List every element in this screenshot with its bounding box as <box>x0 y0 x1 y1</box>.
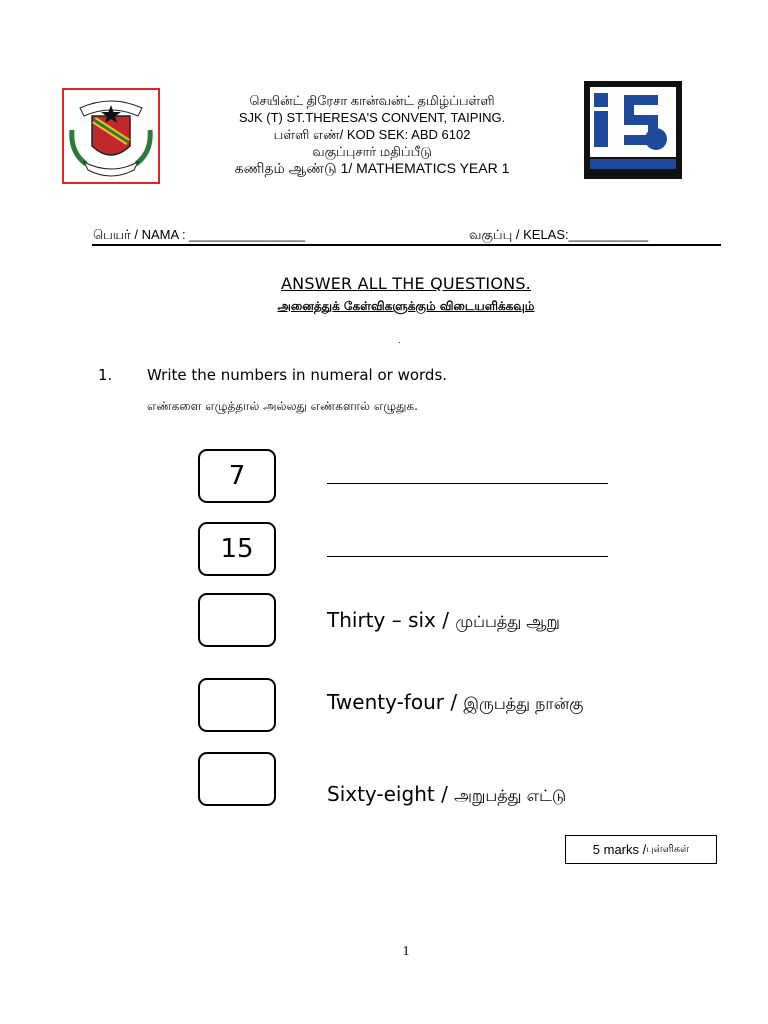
numeral-box[interactable] <box>198 752 276 806</box>
stray-dot: . <box>398 336 401 345</box>
number-words-tamil: முப்பத்து ஆறு <box>455 612 560 631</box>
marks-label: 5 marks / <box>592 842 647 857</box>
school-name-english: SJK (T) ST.THERESA'S CONVENT, TAIPING. <box>238 110 506 125</box>
school-code: பள்ளி எண்/ KOD SEK: ABD 6102 <box>273 127 471 142</box>
school-crest-logo <box>62 88 160 184</box>
numeral-box[interactable] <box>198 593 276 647</box>
school-name-tamil: செயின்ட் திரேசா கான்வன்ட் தமிழ்ப்பள்ளி <box>249 93 495 108</box>
question-number: 1. <box>98 366 113 384</box>
marks-box <box>565 835 717 864</box>
assessment-title: வகுப்புசார் மதிப்பீடு <box>312 144 432 159</box>
number-words-english: Twenty-four / <box>327 690 464 714</box>
numeral-box[interactable]: 7 <box>198 449 276 503</box>
header-divider <box>92 244 721 246</box>
instruction-subtitle-tamil: அனைத்துக் கேள்விகளுக்கும் விடையளிக்கவும் <box>277 299 535 313</box>
number-words <box>327 690 583 715</box>
name-field-label[interactable]: பெயர் / NAMA : ________________ <box>93 227 305 242</box>
page-number: 1 <box>402 944 410 959</box>
numeral-box[interactable] <box>198 678 276 732</box>
question-text-tamil: எண்களை எழுத்தால் அல்லது எண்களால் எழுதுக. <box>147 399 418 413</box>
class-field-label[interactable]: வகுப்பு / KELAS:___________ <box>469 227 649 242</box>
number-words-tamil: அறுபத்து எட்டு <box>454 786 567 805</box>
marks-label-tamil: புள்ளிகள் <box>646 843 690 855</box>
subject-title: கணிதம் ஆண்டு 1/ MATHEMATICS YEAR 1 <box>234 160 510 176</box>
numeral-box[interactable]: 15 <box>198 522 276 576</box>
answer-line[interactable] <box>327 556 608 557</box>
programme-logo <box>584 81 682 179</box>
number-words-tamil: இருபத்து நான்கு <box>463 694 584 713</box>
instruction-title: ANSWER ALL THE QUESTIONS. <box>281 274 531 293</box>
question-text-english: Write the numbers in numeral or words. <box>147 366 448 384</box>
number-words-english: Sixty-eight / <box>327 782 455 806</box>
number-words <box>327 608 560 633</box>
school-header <box>170 92 574 177</box>
number-words-english: Thirty – six / <box>327 608 456 632</box>
number-words <box>327 782 566 807</box>
answer-line[interactable] <box>327 483 608 484</box>
